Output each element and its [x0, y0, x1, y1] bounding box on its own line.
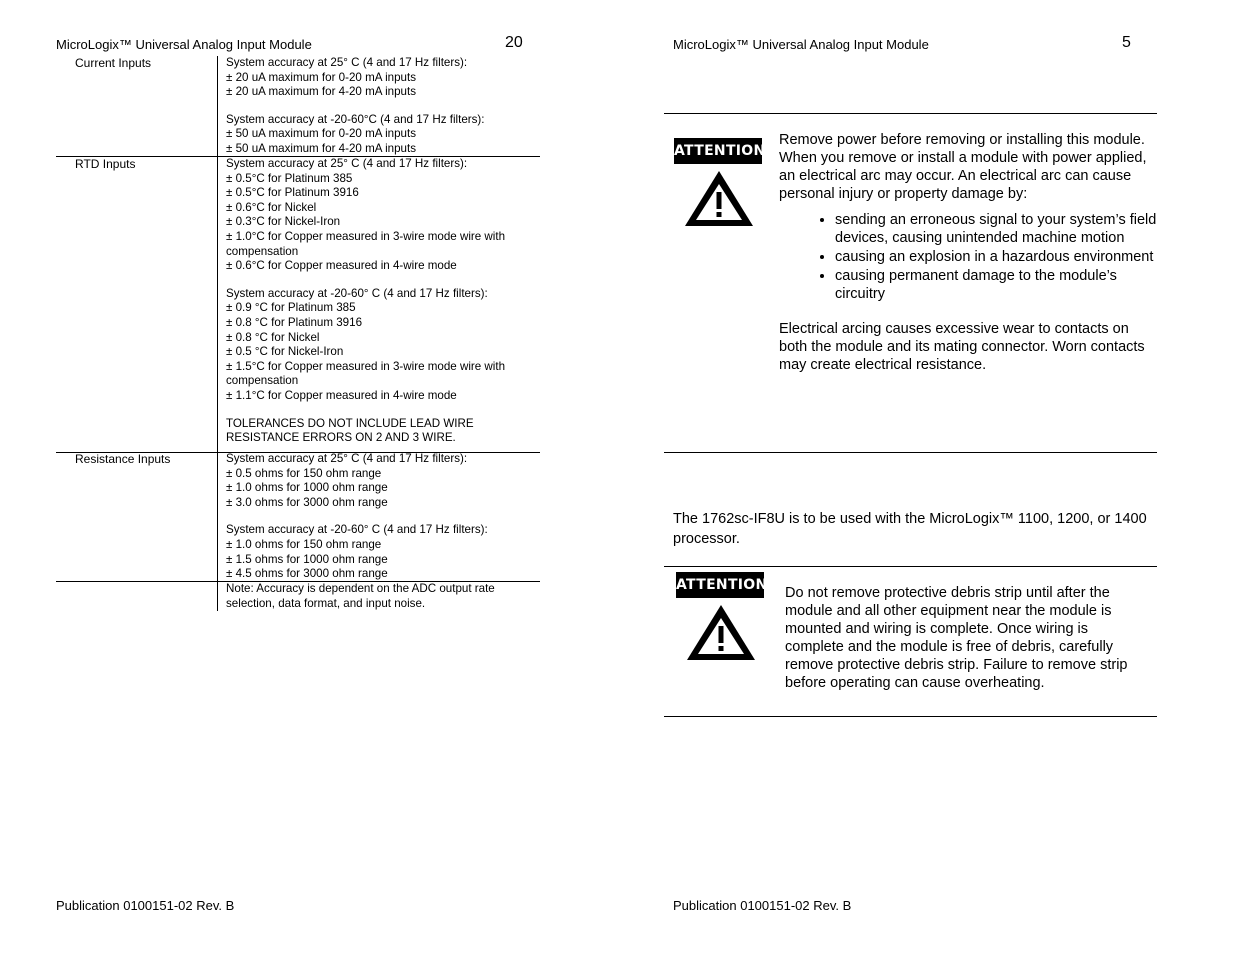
spec-line: System accuracy at 25° C (4 and 17 Hz filters): [226, 157, 468, 170]
attention-label: ATTENTION [676, 572, 764, 598]
spec-line: ± 0.5 ohms for 150 ohm range [226, 466, 382, 480]
spec-values-rtd [226, 157, 536, 446]
spec-line: System accuracy at -20-60°C (4 and 17 Hz filters): [226, 112, 485, 126]
spec-line: ± 20 uA maximum for 4-20 mA inputs [226, 85, 417, 99]
section-rule [664, 566, 1157, 567]
spec-line: ± 50 uA maximum for 0-20 mA inputs [226, 127, 417, 141]
bullet-item: • causing permanent damage to the module’s circuitry [835, 267, 1159, 303]
spec-line: System accuracy at 25° C (4 and 17 Hz filters): [226, 452, 468, 465]
section-rule [664, 452, 1157, 453]
attention-1-closing: Electrical arcing causes excessive wear to contacts on both the module and its mating connector. Worn contacts may create electrical resistance. [779, 321, 1145, 373]
spec-line: ± 1.0 ohms for 150 ohm range [226, 537, 382, 551]
left-page-number: 20 [505, 34, 523, 51]
right-header-title: MicroLogix™ Universal Analog Input Module [673, 37, 929, 52]
compat-text: The 1762sc-IF8U is to be used with the MicroLogix™ 1100, 1200, or 1400 processor. [673, 511, 1147, 547]
spec-line: System accuracy at -20-60° C (4 and 17 Hz filters): [226, 286, 488, 300]
spec-line: ± 1.0°C for Copper measured in 3-wire mode wire with compensation [226, 229, 506, 258]
spec-line: ± 4.5 ohms for 3000 ohm range [226, 567, 388, 581]
left-header-title: MicroLogix™ Universal Analog Input Module [56, 37, 312, 52]
table-divider-vertical [217, 157, 218, 452]
spec-line: ± 50 uA maximum for 4-20 mA inputs [226, 141, 417, 155]
attention-warning-icon [674, 138, 764, 234]
spec-line: ± 0.6°C for Copper measured in 4-wire mode [226, 259, 457, 273]
spec-line: ± 0.6°C for Nickel [226, 200, 317, 214]
warning-triangle-icon [682, 168, 756, 230]
warning-triangle-icon [684, 602, 758, 664]
spec-line: TOLERANCES DO NOT INCLUDE LEAD WIRE RESISTANCE ERRORS ON 2 AND 3 WIRE. [226, 416, 474, 445]
spec-line: ± 1.1°C for Copper measured in 4-wire mode [226, 388, 457, 402]
bullet-item: • sending an erroneous signal to your system’s field devices, causing unintended machine motion [835, 211, 1159, 247]
spec-line: ± 0.5 °C for Nickel-Iron [226, 345, 344, 359]
spec-line: Note: Accuracy is dependent on the ADC output rate selection, data format, and input noise. [226, 582, 495, 610]
spec-line: ± 0.3°C for Nickel-Iron [226, 215, 341, 229]
spec-note [226, 582, 526, 611]
spec-values-current [226, 56, 536, 157]
spec-values-resistance [226, 452, 536, 582]
spec-line: ± 0.8 °C for Platinum 3916 [226, 315, 363, 329]
spec-line: ± 1.5°C for Copper measured in 3-wire mode wire with compensation [226, 359, 506, 388]
spec-line: ± 1.5 ohms for 1000 ohm range [226, 552, 388, 566]
right-footer: Publication 0100151-02 Rev. B [673, 898, 852, 913]
attention-1-text: Remove power before removing or installing this module. When you remove or install a module with power applied, an electrical arc may occur. An electrical arc can cause personal injury or property damage by: [779, 132, 1147, 202]
table-divider-vertical [217, 582, 218, 611]
attention-1-body [779, 131, 1159, 374]
table-divider-vertical [217, 452, 218, 581]
spec-label-rtd: RTD Inputs [75, 157, 136, 171]
attention-1-bullets [779, 211, 1159, 303]
attention-warning-icon [676, 572, 766, 668]
left-footer: Publication 0100151-02 Rev. B [56, 898, 235, 913]
bullet-item: • causing an explosion in a hazardous environment [835, 248, 1159, 266]
spec-line: ± 20 uA maximum for 0-20 mA inputs [226, 70, 417, 84]
right-page-number: 5 [1122, 34, 1131, 51]
attention-2-body [785, 584, 1150, 692]
spec-line: ± 3.0 ohms for 3000 ohm range [226, 495, 388, 509]
spec-line: ± 0.5°C for Platinum 385 [226, 171, 353, 185]
section-rule [664, 716, 1157, 717]
section-rule [664, 113, 1157, 114]
spec-line: ± 0.5°C for Platinum 3916 [226, 186, 359, 200]
spec-line: ± 1.0 ohms for 1000 ohm range [226, 481, 388, 495]
table-divider-vertical [217, 56, 218, 156]
spec-label-current: Current Inputs [75, 56, 152, 70]
spec-label-resistance: Resistance Inputs [75, 452, 171, 466]
attention-2-text: Do not remove protective debris strip until after the module and all other equipment near the module is mounted and wiring is complete. Once wiring is complete and the module is free of debris, carefully remove protective debris strip. Failure to remove strip before operating can cause overheating. [785, 585, 1128, 691]
spec-line: System accuracy at -20-60° C (4 and 17 Hz filters): [226, 523, 488, 537]
spec-line: System accuracy at 25° C (4 and 17 Hz filters): [226, 56, 468, 69]
spec-line: ± 0.9 °C for Platinum 385 [226, 301, 356, 315]
attention-label: ATTENTION [674, 138, 762, 164]
spec-line: ± 0.8 °C for Nickel [226, 330, 320, 344]
